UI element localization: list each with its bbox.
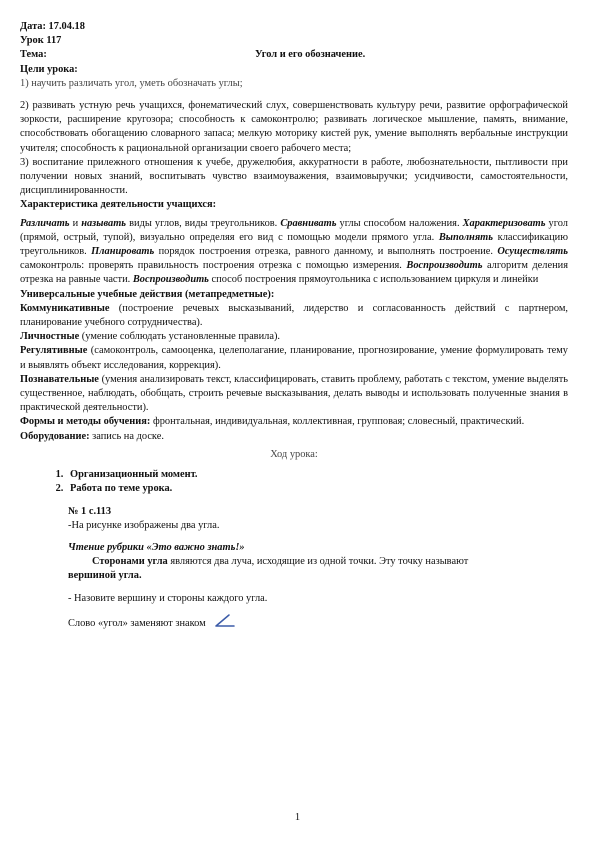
- goal-2: 2) развивать устную речь учащихся, фонематический слух, совершенствовать культуру речи, развитие орфографической зоркости, расширение кругозора; способность к самоконтролю; развивать логическое мышление, память, внимание, способствовать обогащению словарного запаса; мелкую моторику кистей рук, умение выполнять вербальные инструкции учителя; способность к рациональной организации своего рабочего места;: [20, 100, 568, 154]
- lesson-number: Урок 117: [20, 35, 62, 47]
- activity-verb: Планировать: [91, 246, 155, 258]
- angle-sign-icon: [214, 614, 236, 628]
- document-body: [20, 20, 568, 631]
- course-title: Ход урока:: [270, 448, 318, 460]
- activity-verb: Воспроизводить: [132, 274, 209, 286]
- task-number: № 1 с.113: [68, 505, 112, 517]
- teaching-forms-label: Формы и методы обучения:: [20, 416, 151, 428]
- uud-cognitive-label: Познавательные: [20, 373, 99, 385]
- topic-row: [20, 48, 568, 62]
- angle-sign-line: Слово «угол» заменяют знаком: [20, 614, 568, 631]
- lesson-date: Дата: 17.04.18: [20, 21, 85, 32]
- activity-verb: Характеризовать: [462, 217, 546, 229]
- teaching-forms: Формы и методы обучения: фронтальная, индивидуальная, коллективная, групповая; словесный, практический.: [20, 416, 525, 428]
- uud-regulative: Регулятивные (самоконтроль, самооценка, целеполагание, планирование, прогнозирование, умение формулировать тему и выявлять объект исследования, коррекция).: [20, 345, 568, 371]
- activity-paragraph: Различать и называть виды углов, виды треугольников. Сравнивать углы способом наложения. Характеризовать угол (прямой, острый, тупой), визуально определяя его вид с помощью модели прямого угла. Выполнять классификацию треугольников. Планировать порядок построения отрезка, равного данному, и выполнять построение. Осуществлять самоконтроль: проверять правильность построения отрезка с помощью измерения. Воспроизводить алгоритм деления отрезка на равные части. Воспроизводить способ построения прямоугольника с использованием циркуля и линейки: [20, 217, 568, 286]
- uud-communicative-label: Коммуникативные: [20, 302, 110, 314]
- goals-heading: Цели урока:: [20, 63, 78, 75]
- uud-personal: Личностные (умение соблюдать установленные правила).: [20, 331, 281, 343]
- uud-communicative: Коммуникативные (построение речевых высказываний, лидерство и согласованность действий с партнером, планирование учебного сотрудничества).: [20, 302, 568, 329]
- goal-1: 1) научить различать угол, уметь обозначать углы;: [20, 77, 243, 89]
- page-number: 1: [294, 812, 301, 823]
- activity-verb: Различать: [20, 217, 70, 229]
- activity-verb: Осуществлять: [497, 246, 568, 258]
- activity-verb: Выполнять: [438, 231, 493, 243]
- uud-regulative-label: Регулятивные: [20, 345, 88, 357]
- lesson-steps: [20, 468, 568, 496]
- uud-heading: Универсальные учебные действия (метапредметные):: [20, 288, 275, 300]
- rule-term-vertex: вершиной угла.: [68, 570, 142, 582]
- step-item: 1. Организационный момент.: [66, 468, 568, 482]
- activity-verb: Сравнивать: [280, 217, 337, 229]
- uud-cognitive: Познавательные (умения анализировать текст, классифицировать, ставить проблему, работать с текстом, умение выделять существенное, наблюдать, обобщать, строить речевые высказывания, делать выводы и использовать полученные знания в практической деятельности).: [20, 373, 568, 414]
- uud-personal-label: Личностные: [20, 331, 80, 343]
- rule-term: Сторонами угла: [92, 556, 168, 568]
- topic-label: Тема:: [20, 49, 47, 61]
- question-line: - Назовите вершину и стороны каждого угла.: [68, 592, 268, 604]
- activity-verb: называть: [81, 217, 127, 229]
- task-line: -На рисунке изображены два угла.: [68, 519, 220, 531]
- equipment: Оборудование: запись на доске.: [20, 430, 164, 442]
- activity-verb: Воспроизводить: [406, 260, 483, 272]
- step-item: 2. Работа по теме урока.: [66, 482, 568, 496]
- activity-heading: Характеристика деятельности учащихся:: [20, 199, 217, 211]
- rubric-title: Чтение рубрики «Это важно знать!»: [68, 541, 245, 553]
- topic-title: Угол и его обозначение.: [255, 49, 366, 61]
- equipment-label: Оборудование:: [20, 430, 90, 442]
- rule-line: Сторонами угла являются два луча, исходящие из одной точки. Эту точку называют: [92, 556, 469, 568]
- goal-3: 3) воспитание прилежного отношения к учебе, дружелюбия, аккуратности в работе, любознательности, пытливости при получении новых знаний, воспитывать чувство взаимоуважения, взаимовыручки; усидчивости, самостоятельности, дисциплинированности.: [20, 156, 568, 197]
